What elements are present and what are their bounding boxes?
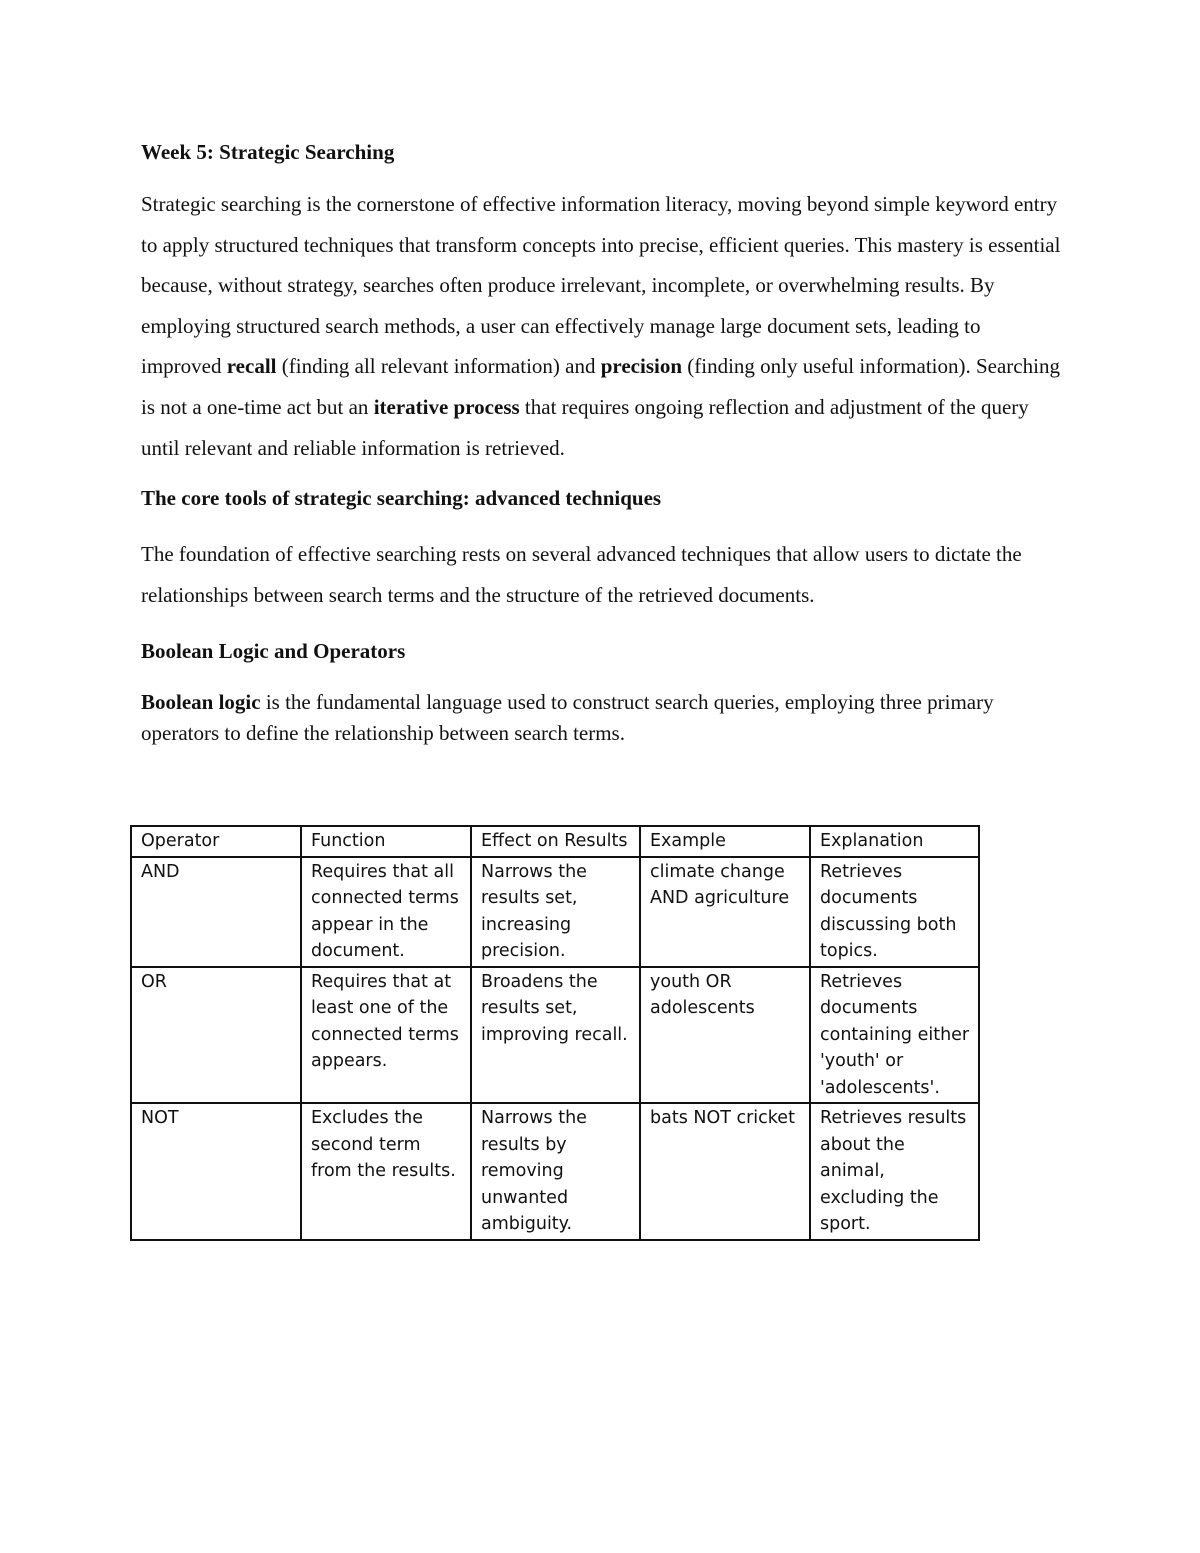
cell-operator: OR [131,967,301,1104]
table-row [131,967,979,1104]
intro-paragraph [141,184,1061,468]
table-header-row [131,826,979,857]
header-operator: Operator [131,826,301,857]
header-example: Example [640,826,810,857]
page-title: Week 5: Strategic Searching [141,140,395,164]
boolean-paragraph [141,687,1061,749]
cell-example: climate change AND agriculture [640,857,810,967]
boolean-paragraph-text: is the fundamental language used to construct search queries, employing three primary operators to define the relationship between search terms. [141,690,994,746]
cell-example: youth OR adolescents [640,967,810,1104]
boolean-operators-table [130,825,980,1241]
cell-effect: Narrows the results by removing unwanted ambiguity. [471,1103,640,1240]
core-tools-heading: The core tools of strategic searching: advanced techniques [141,486,662,511]
table-row [131,1103,979,1240]
iterative-process-term: iterative process [373,394,520,419]
cell-effect: Broadens the results set, improving recall. [471,967,640,1104]
cell-function: Requires that all connected terms appear in the document. [301,857,471,967]
cell-effect: Narrows the results set, increasing precision. [471,857,640,967]
table-row [131,857,979,967]
header-effect: Effect on Results [471,826,640,857]
core-tools-paragraph: The foundation of effective searching rests on several advanced techniques that allow users to dictate the relationships between search terms and the structure of the retrieved documents. [141,542,1022,607]
intro-text-3: (finding only useful information). Searching is not a one-time act but an [141,354,1060,419]
cell-example: bats NOT cricket [640,1103,810,1240]
recall-term: recall [226,354,277,379]
intro-text-4: that requires ongoing reflection and adjustment of the query until relevant and reliable information is retrieved. [141,394,1029,460]
cell-explanation: Retrieves documents containing either 'youth' or 'adolescents'. [810,967,979,1104]
header-function: Function [301,826,471,857]
intro-text-2: (finding all relevant information) and [276,354,601,379]
header-explanation: Explanation [810,826,979,857]
cell-function: Excludes the second term from the results. [301,1103,471,1240]
cell-function: Requires that at least one of the connected terms appears. [301,967,471,1104]
cell-explanation: Retrieves results about the animal, excluding the sport. [810,1103,979,1240]
cell-operator: NOT [131,1103,301,1240]
document-page [141,138,1061,763]
boolean-logic-term: Boolean logic [141,690,261,715]
cell-operator: AND [131,857,301,967]
boolean-heading: Boolean Logic and Operators [141,639,406,664]
cell-explanation: Retrieves documents discussing both topics. [810,857,979,967]
intro-text-1: Strategic searching is the cornerstone of effective information literacy, moving beyond simple keyword entry to apply structured techniques that transform concepts into precise, efficient queries. This mastery is essential because, without strategy, searches often produce irrelevant, incomplete, or overwhelming results. By employing structured search methods, a user can effectively manage large document sets, leading to improved [141,192,1061,379]
precision-term: precision [600,354,683,379]
